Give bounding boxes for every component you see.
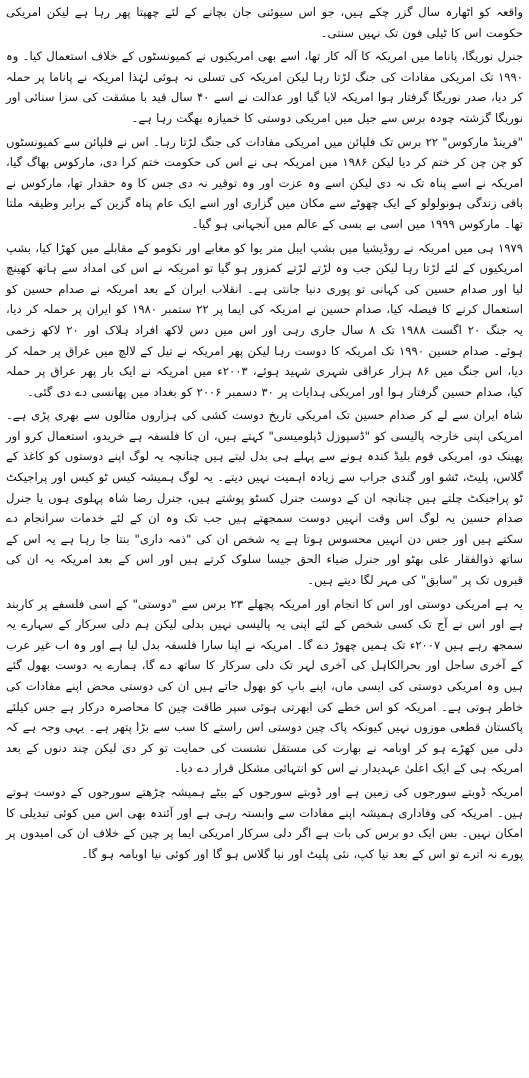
article-paragraph: "فرینڈ مارکوس" ۲۲ برس تک فلپائن میں امریکی مفادات کی جنگ لڑتا رہا۔ اس نے فلپائن سے کمیونسٹوں کو چن چن کر ختم کر دیا لیکن ۱۹۸۶ میں امریکہ ہی نے اس کی حکومت ختم کرا دی، مارکوس بھاگ گیا، امریکہ نے اسے پناہ تک نہ دی لیکن اسے وہ عزت اور وہ توقیر نہ دی جس کا وہ حقدار تھا، مارکوس نے باقی زندگی ہونولولو کے ایک چھوٹے سے مکان میں گزاری اور اسے ایک عام پناہ گزین کے برابر وظیفہ ملتا تھا۔ مارکوس ۱۹۹۹ میں اسی بے بسی کے عالم میں آنجہانی ہو گیا۔	[6, 134, 524, 231]
article-paragraph: جنرل نوریگا، پاناما میں امریکہ کا آلہ کار تھا، اسے بھی امریکیوں نے کمیونسٹوں کے خلاف استعمال کیا۔ وہ ۱۹۹۰ تک امریکی مفادات کی جنگ لڑتا رہا لیکن امریکہ کی تسلی نہ ہوئی لہٰذا امریکہ نے پاناما پر حملہ کر دیا، صدر نوریگا گرفتار ہوا امریکہ لایا گیا اور عدالت نے اسے ۴۰ سال قید با مشقت کی سزا سنائی اور نوریگا گزشتہ چودہ برس سے جیل میں امریکی دوستی کا خمیازہ بھگت رہا ہے۔	[6, 49, 523, 125]
article-paragraph: ۱۹۷۹ ہی میں امریکہ نے روڈیشیا میں بشپ ایبل منر یوا کو مغابے اور نکومو کے مقابلے میں کھڑا کیا، بشپ امریکیوں کے لئے لڑتا رہا لیکن جب وہ لڑتے لڑتے کمزور ہو گیا تو امریکہ نے اس کی امداد سے ہاتھ کھینچ لیا اور صدام حسین کی کہانی تو پوری دنیا جانتی ہے۔ انقلاب ایران کے بعد امریکہ نے صدام حسین کو استعمال کرنے کا فیصلہ کیا، صدام حسین نے امریکہ کی ایما پر ۲۲ ستمبر ۱۹۸۰ کو ایران پر حملہ کر دیا، یہ جنگ ۲۰ اگست ۱۹۸۸ تک ۸ سال جاری رہی اور اس میں دس لاکھ افراد ہلاک اور ۲۰ لاکھ زخمی ہوئے۔ صدام حسین ۱۹۹۰ تک امریکہ کا دوست رہا لیکن پھر امریکہ نے تیل کے لالچ میں عراق پر حملہ کر دیا، اس جنگ میں ۸۶ ہزار عراقی شہری شہید ہوئے، ۲۰۰۳ء میں امریکہ نے ایک بار پھر عراق پر حملہ کیا، صدام حسین گرفتار ہوا اور امریکی ہدایات پر ۳۰ دسمبر ۲۰۰۶ کو بغداد میں پھانسی دے دی گئی۔	[6, 240, 524, 399]
article-body	[6, 2, 523, 864]
article-paragraph: شاہ ایران سے لے کر صدام حسین تک امریکی تاریخ دوست کشی کی ہزاروں مثالوں سے بھری پڑی ہے۔ امریکی اپنی خارجہ پالیسی کو "ڈسپوزل ڈپلومیسی" کہتے ہیں، ان کا فلسفہ ہے خریدو، استعمال کرو اور پھینک دو، امریکی قوم بلیڈ کندہ ہونے سے پہلے ہی بدل لیتے ہیں چنانچہ یہ لوگ اپنے دوستوں کو کاغذ کے گلاس، پلیٹ، ٹشو اور گندی جراب سے زیادہ اہمیت نہیں دیتے۔ یہ لوگ ہمیشہ کیس ٹو کیس اور پراجیکٹ ٹو پراجیکٹ چلتے ہیں چنانچہ ان کے دوست جنرل کسٹو پوشتے ہیں، جنرل رضا شاہ پہلوی ہوں یا جنرل صدام حسین یہ لوگ اس وقت انہیں دوست سمجھتے ہیں جب تک وہ ان کے لئے خدمات سرانجام دے سکتے ہیں اور جس دن انہیں محسوس ہوتا ہے یہ شخص ان کی "ذمہ داری" بنتا جا رہا ہے یہ اس کے ساتھ ذوالفقار علی بھٹو اور جنرل ضیاء الحق جیسا سلوک کرتے ہیں اور اس کے بعد امریکہ یہ ان کی قبروں تک پر "سابق" کی مہر لگا دیتے ہیں۔	[6, 408, 523, 588]
article-paragraph: یہ ہے امریکی دوستی اور اس کا انجام اور امریکہ پچھلے ۲۳ برس سے "دوستی" کے اسی فلسفے پر کاربند ہے اور اس نے آج تک کسی شخص کے لئے اپنی یہ پالیسی نہیں بدلی لیکن ہم دلی سرکار کے سہارے یہ سمجھ رہے ہیں ۲۰۰۷ء تک ہمیں چھوڑ دے گا۔ امریکہ نے اپنا سارا فلسفہ بدل لیا ہے اور وہ اب غیر عرب کے آخری ساحل اور بحرالکاہل کی آخری لہر تک دلی سرکار کا ساتھ دے گا، ہمارے یہ دوست بھول گئے ہیں وہ امریکی دوستی کی ایسی ماں، اپنے باپ کو بھول جاتے ہیں ان کی دوستی محض اپنے مفادات کی خاطر ہوتی ہے۔ امریکہ کو اس خطے کی ابھرتی ہوئی سپر طاقت چین کا محاصرہ درکار ہے جس کیلئے پاکستان قطعی موزوں نہیں کیونکہ پاک چین دوستی اس راستے کا سب سے بڑا پتھر ہے۔ یہی وجہ ہے کہ دلی میں کھڑے ہو کر اوبامہ نے بھارت کی مستقل نشست کی حمایت تو کر دی لیکن چند دنوں کے بعد امریکہ ہی کے ایک اعلیٰ عہدیدار نے اس کو انتہائی مشکل قرار دے دیا۔	[6, 596, 523, 776]
article-paragraph: واقعہ کو اٹھارہ سال گزر چکے ہیں، جو اس سیوئنی جان بچانے کے لئے چھپتا پھر رہا ہے لیکن امریکی حکومت اس کا ٹیلی فون تک نہیں سنتی۔	[6, 5, 523, 40]
article-paragraph: امریکہ ڈوبتے سورجوں کی زمین ہے اور ڈوبتے سورجوں کے بیٹے ہمیشہ چڑھتے سورجوں کے دوست ہوتے ہیں۔ امریکہ کی وفاداری ہمیشہ اپنے مفادات سے وابستہ رہی ہے اور آئندہ بھی اس میں کوئی تبدیلی کا امکان نہیں۔ بس ایک دو برس کی بات ہے اگر دلی سرکار امریکی ایما پر چین کے خلاف ان کی امیدوں پر پورے نہ اترے تو اس کے بعد نیا کپ، نئی پلیٹ اور نیا گلاس ہو گا اور کوئی نیا اوبامہ ہو گا۔	[6, 784, 523, 861]
